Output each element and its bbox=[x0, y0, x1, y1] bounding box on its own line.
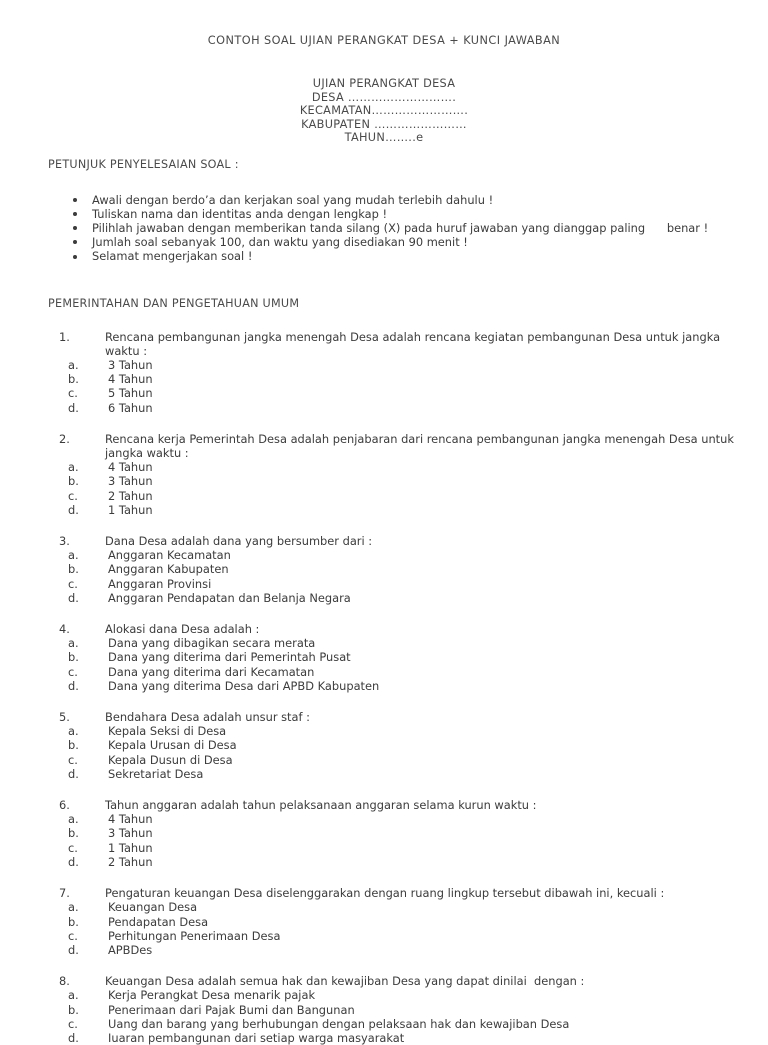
question-body: Rencana kerja Pemerintah Desa adalah penjabaran dari rencana pembangunan jangka menengah Desa untuk jangka waktu : bbox=[105, 431, 738, 461]
option-item[interactable] bbox=[48, 1003, 738, 1017]
question-text bbox=[48, 886, 738, 900]
question-text bbox=[48, 974, 738, 988]
option-letter: d. bbox=[68, 590, 79, 605]
option-letter: d. bbox=[68, 854, 79, 869]
bullet-icon bbox=[73, 255, 77, 259]
exam-header-line-title: UJIAN PERANGKAT DESA bbox=[312, 77, 456, 90]
option-text: Keuangan Desa bbox=[108, 900, 198, 915]
option-letter: d. bbox=[68, 678, 79, 693]
option-letter: c. bbox=[68, 488, 78, 503]
option-item[interactable] bbox=[48, 915, 738, 929]
question-number: 3. bbox=[59, 534, 70, 549]
option-item[interactable] bbox=[48, 1017, 738, 1031]
option-text: Dana yang diterima Desa dari APBD Kabupaten bbox=[108, 678, 380, 693]
option-letter: b. bbox=[68, 826, 79, 841]
option-letter: d. bbox=[68, 400, 79, 415]
option-item[interactable] bbox=[48, 591, 738, 605]
option-text: 4 Tahun bbox=[108, 812, 153, 827]
question-number: 1. bbox=[59, 329, 70, 344]
question-text bbox=[48, 710, 738, 724]
option-list bbox=[48, 988, 738, 1045]
option-item[interactable] bbox=[48, 358, 738, 372]
option-list bbox=[48, 460, 738, 517]
question-number: 8. bbox=[59, 974, 70, 989]
instructions-heading: PETUNJUK PENYELESAIAN SOAL : bbox=[48, 158, 239, 171]
option-letter: c. bbox=[68, 664, 78, 679]
question-body: Keuangan Desa adalah semua hak dan kewajiban Desa yang dapat dinilai dengan : bbox=[105, 974, 585, 989]
option-text: Anggaran Kecamatan bbox=[108, 548, 231, 563]
question-block bbox=[48, 330, 738, 415]
option-text: Penerimaan dari Pajak Bumi dan Bangunan bbox=[108, 1002, 355, 1017]
option-letter: a. bbox=[68, 812, 79, 827]
option-text: Perhitungan Penerimaan Desa bbox=[108, 928, 281, 943]
option-item[interactable] bbox=[48, 724, 738, 738]
option-item[interactable] bbox=[48, 943, 738, 957]
instruction-text: Awali dengan berdo’a dan kerjakan soal yang mudah terlebih dahulu ! bbox=[92, 192, 494, 207]
option-text: Dana yang dibagikan secara merata bbox=[108, 636, 316, 651]
option-letter: d. bbox=[68, 1030, 79, 1045]
option-text: 4 Tahun bbox=[108, 372, 153, 387]
option-text: Kepala Urusan di Desa bbox=[108, 738, 237, 753]
option-text: 6 Tahun bbox=[108, 400, 153, 415]
option-item[interactable] bbox=[48, 855, 738, 869]
option-text: 4 Tahun bbox=[108, 460, 153, 475]
option-text: Uang dan barang yang berhubungan dengan pelaksaan hak dan kewajiban Desa bbox=[108, 1016, 570, 1031]
option-item[interactable] bbox=[48, 401, 738, 415]
option-text: 1 Tahun bbox=[108, 502, 153, 517]
option-item[interactable] bbox=[48, 548, 738, 562]
option-text: Anggaran Provinsi bbox=[108, 576, 212, 591]
option-item[interactable] bbox=[48, 489, 738, 503]
instruction-item bbox=[48, 249, 738, 263]
option-item[interactable] bbox=[48, 503, 738, 517]
spacer bbox=[48, 275, 738, 297]
option-item[interactable] bbox=[48, 1031, 738, 1045]
option-item[interactable] bbox=[48, 636, 738, 650]
section-heading: PEMERINTAHAN DAN PENGETAHUAN UMUM bbox=[48, 297, 300, 310]
option-list bbox=[48, 636, 738, 693]
instruction-text: Tuliskan nama dan identitas anda dengan lengkap ! bbox=[92, 206, 388, 221]
option-text: Dana yang diterima dari Pemerintah Pusat bbox=[108, 650, 351, 665]
option-list bbox=[48, 812, 738, 869]
page-title: CONTOH SOAL UJIAN PERANGKAT DESA + KUNCI JAWABAN bbox=[207, 34, 561, 47]
option-text: APBDes bbox=[108, 942, 153, 957]
question-body: Tahun anggaran adalah tahun pelaksanaan anggaran selama kurun waktu : bbox=[105, 798, 537, 813]
option-text: 3 Tahun bbox=[108, 826, 153, 841]
option-list bbox=[48, 900, 738, 957]
option-letter: a. bbox=[68, 724, 79, 739]
option-item[interactable] bbox=[48, 372, 738, 386]
exam-header-line-desa: DESA ………………………. bbox=[311, 90, 457, 104]
option-text: 3 Tahun bbox=[108, 474, 153, 489]
option-letter: d. bbox=[68, 766, 79, 781]
bullet-icon bbox=[73, 212, 77, 216]
instruction-item bbox=[48, 193, 738, 207]
option-letter: b. bbox=[68, 372, 79, 387]
option-text: Pendapatan Desa bbox=[108, 914, 209, 929]
instructions-list bbox=[48, 193, 738, 264]
option-list bbox=[48, 358, 738, 415]
exam-header-line-kecamatan: KECAMATAN……………………. bbox=[299, 104, 469, 118]
option-letter: b. bbox=[68, 562, 79, 577]
option-list bbox=[48, 548, 738, 605]
option-item[interactable] bbox=[48, 650, 738, 664]
option-list bbox=[48, 724, 738, 781]
exam-header-block bbox=[0, 77, 768, 145]
question-body: Rencana pembangunan jangka menengah Desa adalah rencana kegiatan pembangunan Desa untuk jangka waktu : bbox=[105, 329, 724, 358]
question-block bbox=[48, 622, 738, 693]
option-item[interactable] bbox=[48, 577, 738, 591]
question-number: 6. bbox=[59, 798, 70, 813]
option-letter: b. bbox=[68, 474, 79, 489]
question-block bbox=[48, 710, 738, 781]
option-letter: a. bbox=[68, 900, 79, 915]
option-item[interactable] bbox=[48, 767, 738, 781]
question-block bbox=[48, 534, 738, 605]
question-text bbox=[48, 330, 738, 358]
option-item[interactable] bbox=[48, 812, 738, 826]
option-letter: a. bbox=[68, 358, 79, 372]
question-text bbox=[48, 798, 738, 812]
option-text: Dana yang diterima dari Kecamatan bbox=[108, 664, 315, 679]
option-item[interactable] bbox=[48, 753, 738, 767]
option-letter: c. bbox=[68, 752, 78, 767]
instruction-item bbox=[48, 207, 738, 221]
question-block bbox=[48, 886, 738, 957]
option-letter: c. bbox=[68, 386, 78, 401]
question-body: Dana Desa adalah dana yang bersumber dari : bbox=[105, 534, 373, 549]
option-letter: b. bbox=[68, 738, 79, 753]
option-item[interactable] bbox=[48, 386, 738, 400]
option-letter: b. bbox=[68, 650, 79, 665]
question-block bbox=[48, 974, 738, 1045]
exam-header-line-tahun: TAHUN……..e bbox=[344, 131, 424, 145]
option-letter: b. bbox=[68, 1002, 79, 1017]
document-body bbox=[48, 158, 738, 1045]
question-body: Alokasi dana Desa adalah : bbox=[105, 622, 260, 637]
option-item[interactable] bbox=[48, 679, 738, 693]
option-text: 3 Tahun bbox=[108, 358, 153, 372]
bullet-icon bbox=[73, 226, 77, 230]
instruction-text: Pilihlah jawaban dengan memberikan tanda silang (X) pada huruf jawaban yang dianggap paling benar ! bbox=[92, 221, 709, 235]
option-item[interactable] bbox=[48, 665, 738, 679]
question-text bbox=[48, 432, 738, 460]
option-item[interactable] bbox=[48, 929, 738, 943]
option-item[interactable] bbox=[48, 474, 738, 488]
option-item[interactable] bbox=[48, 460, 738, 474]
instruction-text: Jumlah soal sebanyak 100, dan waktu yang disediakan 90 menit ! bbox=[92, 235, 468, 250]
question-block bbox=[48, 798, 738, 869]
option-text: Iuaran pembangunan dari setiap warga masyarakat bbox=[108, 1030, 405, 1045]
question-number: 7. bbox=[59, 886, 70, 901]
option-letter: c. bbox=[68, 1016, 78, 1031]
option-letter: b. bbox=[68, 914, 79, 929]
question-number: 2. bbox=[59, 431, 70, 446]
bullet-icon bbox=[73, 240, 77, 244]
question-body: Pengaturan keuangan Desa diselenggarakan dengan ruang lingkup tersebut dibawah ini, kecuali : bbox=[105, 886, 665, 901]
option-item[interactable] bbox=[48, 562, 738, 576]
option-text: Sekretariat Desa bbox=[108, 766, 204, 781]
option-letter: a. bbox=[68, 460, 79, 475]
option-letter: d. bbox=[68, 942, 79, 957]
exam-header-line-kabupaten: KABUPATEN …………………… bbox=[301, 117, 467, 131]
instruction-item bbox=[48, 235, 738, 249]
questions-list bbox=[48, 330, 738, 1045]
question-text bbox=[48, 534, 738, 548]
option-text: Kepala Seksi di Desa bbox=[108, 724, 227, 739]
instruction-item bbox=[48, 221, 738, 235]
option-letter: c. bbox=[68, 928, 78, 943]
question-block bbox=[48, 432, 738, 517]
bullet-icon bbox=[73, 198, 77, 202]
option-item[interactable] bbox=[48, 841, 738, 855]
instruction-text: Selamat mengerjakan soal ! bbox=[92, 249, 253, 264]
option-letter: a. bbox=[68, 636, 79, 651]
question-text bbox=[48, 622, 738, 636]
option-text: Kepala Dusun di Desa bbox=[108, 752, 233, 767]
option-text: 2 Tahun bbox=[108, 854, 153, 869]
option-item[interactable] bbox=[48, 900, 738, 914]
question-number: 5. bbox=[59, 710, 70, 725]
option-text: Anggaran Pendapatan dan Belanja Negara bbox=[108, 590, 351, 605]
option-text: 1 Tahun bbox=[108, 840, 153, 855]
option-text: 5 Tahun bbox=[108, 386, 153, 401]
option-letter: d. bbox=[68, 502, 79, 517]
option-item[interactable] bbox=[48, 826, 738, 840]
option-text: Kerja Perangkat Desa menarik pajak bbox=[108, 988, 316, 1003]
question-number: 4. bbox=[59, 622, 70, 637]
option-letter: a. bbox=[68, 988, 79, 1003]
question-body: Bendahara Desa adalah unsur staf : bbox=[105, 710, 310, 725]
option-item[interactable] bbox=[48, 738, 738, 752]
option-letter: a. bbox=[68, 548, 79, 563]
option-letter: c. bbox=[68, 576, 78, 591]
option-item[interactable] bbox=[48, 988, 738, 1002]
option-text: Anggaran Kabupaten bbox=[108, 562, 229, 577]
option-letter: c. bbox=[68, 840, 78, 855]
option-text: 2 Tahun bbox=[108, 488, 153, 503]
